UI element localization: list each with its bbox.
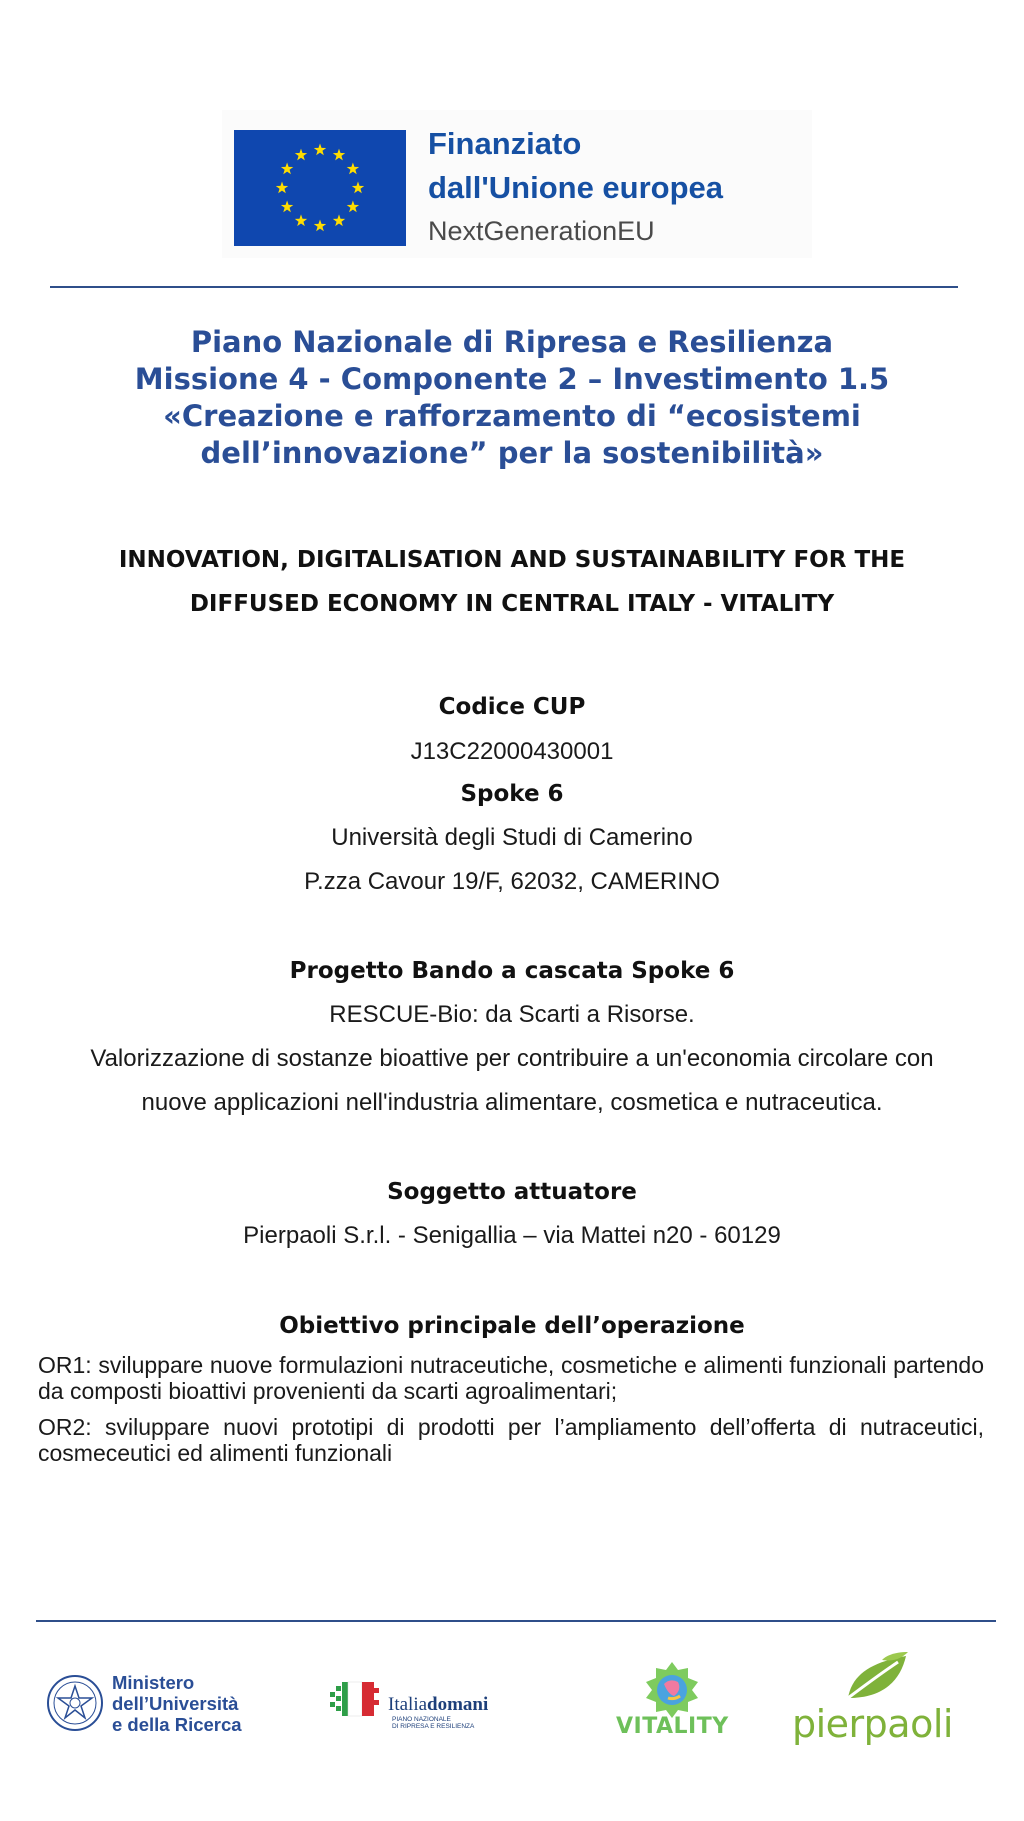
cup-label: Codice CUP <box>438 694 586 720</box>
spoke-label: Spoke 6 <box>460 781 564 807</box>
italiadomani-icon <box>326 1678 386 1726</box>
eu-star <box>295 214 307 226</box>
eu-star <box>333 214 345 226</box>
eu-banner-line1: Finanziato <box>428 126 582 161</box>
vitality-wordmark: VITALITY <box>616 1714 729 1739</box>
eu-star <box>333 149 345 161</box>
progetto-line2: Valorizzazione di sostanze bioattive per contribuire a un'economia circolare con <box>90 1045 934 1072</box>
italiadomani-wordmark <box>388 1694 488 1716</box>
eu-banner-line2: dall'Unione europea <box>428 170 724 205</box>
eu-star <box>347 163 359 175</box>
italiadomani-word-italia: Italia <box>388 1694 428 1715</box>
mur-seal-icon <box>46 1674 104 1732</box>
pierpaoli-logo <box>790 1652 960 1750</box>
eu-banner-line3: NextGenerationEU <box>428 216 655 246</box>
eu-funding-banner <box>222 110 812 258</box>
progetto-label: Progetto Bando a cascata Spoke 6 <box>289 958 735 984</box>
top-divider <box>50 286 958 288</box>
vitality-logo <box>612 1660 732 1742</box>
mur-logo <box>46 1668 256 1740</box>
pierpaoli-wordmark: pierpaoli <box>792 1702 953 1746</box>
italiadomani-sub1: PIANO NAZIONALE <box>392 1716 451 1723</box>
soggetto-label: Soggetto attuatore <box>387 1179 637 1205</box>
spoke-university: Università degli Studi di Camerino <box>331 824 693 851</box>
italiadomani-word-domani: domani <box>427 1694 489 1715</box>
eu-star <box>347 201 359 213</box>
eu-star <box>276 182 288 194</box>
eu-flag-icon <box>234 130 406 246</box>
pnrr-line1: Piano Nazionale di Ripresa e Resilienza <box>190 325 834 359</box>
italiadomani-logo <box>326 1672 506 1732</box>
mur-line3: e della Ricerca <box>112 1714 242 1735</box>
mur-line1: Ministero <box>112 1672 195 1693</box>
progetto-line3: nuove applicazioni nell'industria alimentare, cosmetica e nutraceutica. <box>141 1089 883 1116</box>
eu-star <box>295 149 307 161</box>
pierpaoli-leaf-icon <box>842 1652 912 1704</box>
eu-star <box>314 144 326 156</box>
soggetto-value: Pierpaoli S.r.l. - Senigallia – via Mattei n20 - 60129 <box>243 1222 781 1249</box>
italiadomani-subtitle <box>392 1716 474 1730</box>
bottom-divider <box>36 1620 996 1622</box>
obiettivo-or2: OR2: sviluppare nuovi prototipi di prodotti per l’ampliamento dell’offerta di nutraceutici, cosmeceutici ed alimenti funzionali <box>38 1414 984 1466</box>
eu-star <box>314 220 326 232</box>
obiettivo-or1: OR1: sviluppare nuove formulazioni nutraceutiche, cosmetiche e alimenti funzionali partendo da composti bioattivi provenienti da scarti agroalimentari; <box>38 1352 984 1404</box>
italiadomani-sub2: DI RIPRESA E RESILIENZA <box>392 1723 475 1730</box>
mur-line2: dell’Università <box>112 1693 239 1714</box>
cup-value: J13C22000430001 <box>410 738 614 765</box>
project-title <box>0 538 1024 626</box>
project-title-line2: DIFFUSED ECONOMY IN CENTRAL ITALY - VITALITY <box>189 591 835 617</box>
eu-star <box>281 163 293 175</box>
progetto-line1: RESCUE-Bio: da Scarti a Risorse. <box>329 1001 695 1028</box>
obiettivo-label: Obiettivo principale dell’operazione <box>279 1313 745 1339</box>
project-title-line1: INNOVATION, DIGITALISATION AND SUSTAINABILITY FOR THE <box>118 547 906 573</box>
pnrr-line3: «Creazione e rafforzamento di “ecosistemi <box>163 399 861 433</box>
pnrr-heading <box>0 324 1024 472</box>
vitality-icon <box>638 1660 706 1718</box>
pnrr-line2: Missione 4 - Componente 2 – Investimento 1.5 <box>134 362 890 396</box>
spoke-address: P.zza Cavour 19/F, 62032, CAMERINO <box>304 868 720 895</box>
pnrr-line4: dell’innovazione” per la sostenibilità» <box>200 436 824 470</box>
eu-star <box>352 182 364 194</box>
eu-star <box>281 201 293 213</box>
